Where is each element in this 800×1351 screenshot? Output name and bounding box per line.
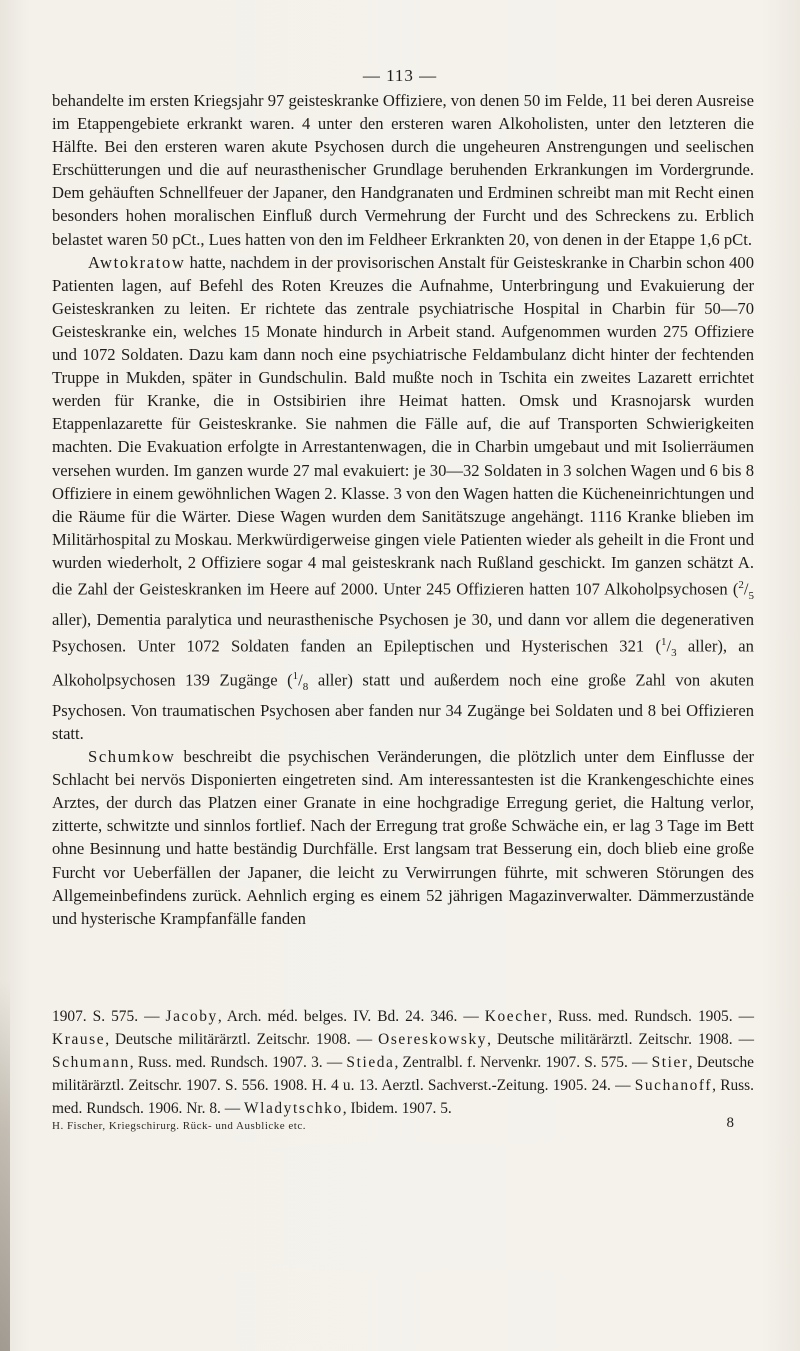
fraction-numerator: 1 (292, 669, 299, 682)
fraction-denominator: 3 (671, 646, 677, 659)
author-name: Osereskowsky (378, 1031, 488, 1048)
signature-mark: 8 (726, 1115, 734, 1131)
text-run: , Arch. méd. belges. IV. Bd. 24. 346. — (217, 1008, 485, 1025)
running-footer: H. Fischer, Kriegschirurg. Rück- und Ausblicke etc. (52, 1120, 306, 1132)
paragraph (52, 89, 754, 251)
author-name: Suchanoff (634, 1077, 713, 1094)
fraction-numerator: 2 (738, 578, 744, 591)
fraction-denominator: 5 (748, 589, 754, 602)
author-name: Krause (52, 1031, 106, 1048)
author-name: Schumann (52, 1054, 130, 1071)
text-run: / (298, 670, 303, 690)
text-run: aller), an Alkoholpsychosen 139 Zugänge ( (52, 636, 754, 690)
text-run: , Russ. med. Rundsch. 1906. Nr. 8. — (52, 1077, 754, 1117)
text-run: aller), Dementia paralytica und neurasthenische Psychosen je 30, und dann vor allem die degenerativen Psychosen. Unter 1072 Soldaten fanden an Epileptischen und Hysterischen 321 ( (52, 609, 754, 656)
text-run: , Russ. med. Rundsch. 1905. — (548, 1008, 754, 1025)
text-run: , Ibidem. 1907. 5. (342, 1100, 452, 1117)
footnote-references (52, 1005, 754, 1120)
page-number: — 113 — (362, 66, 438, 85)
author-name: Koecher (484, 1008, 549, 1025)
body-text (52, 89, 754, 930)
paragraph (52, 745, 754, 930)
author-name: Jacoby (165, 1008, 218, 1025)
text-run: , Russ. med. Rundsch. 1907. 3. — (129, 1054, 347, 1071)
text-run: hatte, nachdem in der provisorischen Anstalt für Geisteskranke in Charbin schon 400 Patienten lagen, auf Befehl des Roten Kreuzes die Aufnahme, Unterbringung und Evakuierung der Geisteskranken zu leiten. Er richtete das zentrale psychiatrische Hospital in Charbin für 50—70 Geisteskranke ein, welches 15 Monate hindurch in Arbeit stand. Aufgenommen wurden 275 Offiziere und 1072 Soldaten. Dazu kam dann noch eine psychiatrische Feldambulanz dicht hinter der fechtenden Truppe in Mukden, später in Gundschulin. Bald mußte noch in Tschita ein zweites Lazarett errichtet werden für Kranke, die in Ostsibirien ihre Heimat hatten. Omsk und Krasnojarsk wurden Etappenlazarette für Geisteskranke. Sie nahmen die Fälle auf, die auf Transporten Schwierigkeiten machten. Die Evakuation erfolgte in Arrestantenwagen, die in Charbin umgebaut und mit Isolierräumen versehen wurden. Im ganzen wurde 27 mal evakuiert: je 30—32 Soldaten in 3 solchen Wagen und 6 bis 8 Offiziere in einem gewöhnlichen Wagen 2. Klasse. 3 von den Wagen hatten die Kücheneinrichtungen und die Räume für die Wärter. Diese Wagen wurden dem Sanitätszuge angehängt. 1116 Kranke blieben im Militärhospital zu Moskau. Merkwürdigerweise gingen viele Patienten wieder als geheilt in die Front und wurden wiederholt, 2 Offiziere sogar 4 mal geisteskrank nach Rußland geschickt. Im ganzen schätzt A. die Zahl der Geisteskranken im Heere auf 2000. Unter 245 Offizieren hatten 107 Alkoholpsychosen ( (52, 252, 754, 599)
text-run: / (743, 579, 749, 599)
author-name: Stieda (346, 1054, 395, 1071)
author-name: Awtokratow (88, 252, 186, 272)
fraction-denominator: 8 (302, 680, 309, 693)
text-run: , Deutsche militärärztl. Zeitschr. 1908. — (487, 1031, 755, 1048)
author-name: Schumkow (88, 747, 176, 767)
text-run: / (666, 636, 672, 656)
text-run: 1907. S. 575. — (52, 1008, 166, 1025)
text-run: behandelte im ersten Kriegsjahr 97 geisteskranke Offiziere, von denen 50 im Felde, 11 bei deren Ausreise im Etappengebiete erkrankt waren. 4 unter den ersteren waren Alkoholisten, unter den letzteren die Hälfte. Bei den ersteren waren akute Psychosen durch die ungeheuren Anstrengungen und seelischen Erschütterungen und die auf neurasthenischer Grundlage beruhenden Erkrankungen im Vordergrunde. Dem gehäuften Schnellfeuer der Japaner, den Handgranaten und Erdminen schreibt man mit Recht einen besonders hohen moralischen Einfluß durch Vermehrung der Furcht und des Schreckens zu. Erblich belastet waren 50 pCt., Lues hatten von den im Feldheer Erkrankten 20, von denen in der Etappe 1,6 pCt. (52, 91, 754, 249)
text-run: aller) statt und außerdem noch eine große Zahl von akuten Psychosen. Von traumatischen Psychosen aber fanden nur 34 Zugänge bei Soldaten und 8 bei Offizieren statt. (52, 670, 754, 743)
text-run: beschreibt die psychischen Veränderungen, die plötzlich unter dem Einflusse der Schlacht bei nervös Disponierten eingetreten sind. Am interessantesten ist die Krankengeschichte eines Arztes, der durch das Platzen einer Granate in eine hochgradige Erregung geriet, die Haltung verlor, zitterte, schwitzte und sinnlos fortlief. Nach der Erregung trat große Schwäche ein, er lag 3 Tage im Bett ohne Besinnung und hatte beständig Durchfälle. Erst langsam trat Besserung ein, doch blieb eine große Furcht vor Ueberfällen der Japaner, die leicht zu Verwirrungen führte, mit schweren Störungen des Allgemeinbefindens zurück. Aehnlich erging es einem 52 jährigen Magazinverwalter. Dämmerzustände und hysterische Krampfanfälle fanden (52, 747, 754, 928)
page-shadow (0, 980, 10, 1351)
author-name: Wladytschko (243, 1100, 343, 1117)
text-run: , Deutsche militärärztl. Zeitschr. 1907. S. 556. 1908. H. 4 u. 13. Aerztl. Sachverst.-Zeitung. 1905. 24. — (52, 1054, 754, 1094)
text-run: , Deutsche militärärztl. Zeitschr. 1908. — (105, 1031, 379, 1048)
fraction-numerator: 1 (661, 636, 667, 648)
paragraph (52, 251, 754, 745)
text-run: , Zentralbl. f. Nervenkr. 1907. S. 575. — (394, 1054, 652, 1071)
author-name: Stier (651, 1054, 689, 1071)
